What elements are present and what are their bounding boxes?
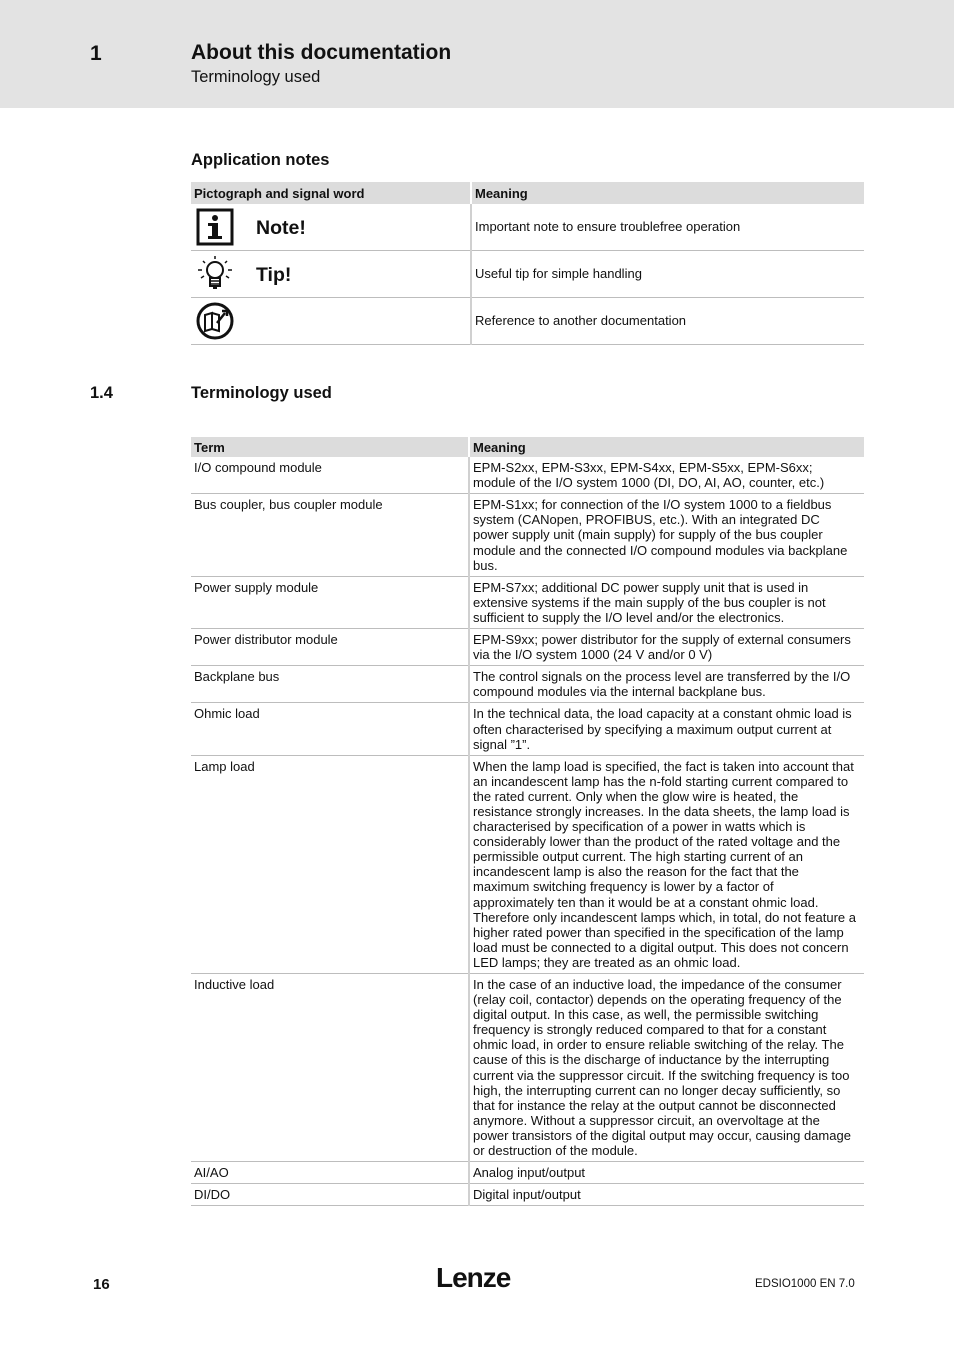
signal-word: Tip! bbox=[256, 264, 292, 287]
signal-word: Note! bbox=[256, 217, 306, 240]
meaning-cell: In the technical data, the load capacity at a constant ohmic load is often characterised by specifying a maximum output current at signal ”1”. bbox=[469, 703, 864, 755]
lightbulb-icon bbox=[193, 252, 237, 296]
table-row bbox=[191, 755, 864, 973]
info-icon bbox=[193, 205, 237, 249]
meaning-cell: Analog input/output bbox=[469, 1162, 864, 1184]
meaning-cell: Reference to another documentation bbox=[471, 298, 864, 345]
table-row bbox=[191, 494, 864, 576]
table-row bbox=[191, 204, 864, 251]
page-number: 16 bbox=[93, 1276, 110, 1293]
table-row bbox=[191, 457, 864, 494]
column-header-term: Term bbox=[191, 437, 469, 457]
meaning-cell: Important note to ensure troublefree operation bbox=[471, 204, 864, 251]
table-row bbox=[191, 251, 864, 298]
book-reference-icon bbox=[193, 299, 237, 343]
term-cell: Ohmic load bbox=[191, 703, 469, 755]
meaning-cell: In the case of an inductive load, the impedance of the consumer (relay coil, contactor) depends on the operating frequency of the digital output. In this case, as well, the permissible switching frequency is strongly reduced compared to that for a constant ohmic load, in order to ensure reliable switching of the relay. The cause of this is the discharge of inductance by the interrupting current via the suppressor circuit. If the switching frequency is too high, the interrupting current can no longer decay sufficiently, so that for instance the relay at the output cannot be disconnected anymore. Without a suppressor circuit, an overvoltage at the power transistors of the digital output may occur, causing damage or destruction of the module. bbox=[469, 974, 864, 1162]
lenze-logo: Lenze bbox=[436, 1262, 511, 1293]
meaning-cell: EPM-S9xx; power distributor for the supply of external consumers via the I/O system 1000 (24 V and/or 0 V) bbox=[469, 629, 864, 666]
pictograph-cell bbox=[191, 251, 471, 298]
term-cell: Inductive load bbox=[191, 974, 469, 1162]
table-row bbox=[191, 1184, 864, 1206]
section-number: 1.4 bbox=[90, 384, 113, 402]
table-header-row bbox=[191, 437, 864, 457]
table-row bbox=[191, 974, 864, 1162]
meaning-cell: EPM-S1xx; for connection of the I/O system 1000 to a fieldbus system (CANopen, PROFIBUS, etc.). With an integrated DC power supply unit (main supply) for supply of the bus coupler module and the connected I/O compound modules via backplane bus. bbox=[469, 494, 864, 576]
term-cell: I/O compound module bbox=[191, 457, 469, 494]
term-cell: Power distributor module bbox=[191, 629, 469, 666]
table-row bbox=[191, 666, 864, 703]
table-row bbox=[191, 703, 864, 755]
meaning-cell: Digital input/output bbox=[469, 1184, 864, 1206]
application-notes-heading: Application notes bbox=[191, 151, 330, 169]
table-row bbox=[191, 576, 864, 628]
meaning-cell: The control signals on the process level are transferred by the I/O compound modules via the internal backplane bus. bbox=[469, 666, 864, 703]
table-row bbox=[191, 629, 864, 666]
terminology-table bbox=[191, 437, 864, 1206]
chapter-number: 1 bbox=[90, 42, 102, 65]
chapter-title: About this documentation bbox=[191, 41, 452, 64]
header-band bbox=[0, 0, 954, 108]
pictograph-cell bbox=[191, 298, 471, 345]
column-header-meaning: Meaning bbox=[471, 182, 864, 204]
term-cell: DI/DO bbox=[191, 1184, 469, 1206]
term-cell: Backplane bus bbox=[191, 666, 469, 703]
meaning-cell: EPM-S7xx; additional DC power supply unit that is used in extensive systems if the main supply of the bus coupler is not sufficient to supply the I/O level and/or the electronics. bbox=[469, 576, 864, 628]
table-row bbox=[191, 298, 864, 345]
table-row bbox=[191, 1162, 864, 1184]
chapter-subtitle: Terminology used bbox=[191, 68, 321, 86]
column-header-meaning: Meaning bbox=[469, 437, 864, 457]
table-header-row bbox=[191, 182, 864, 204]
term-cell: Bus coupler, bus coupler module bbox=[191, 494, 469, 576]
application-notes-table bbox=[191, 182, 864, 345]
meaning-cell: EPM-S2xx, EPM-S3xx, EPM-S4xx, EPM-S5xx, EPM-S6xx; module of the I/O system 1000 (DI, DO, AI, AO, counter, etc.) bbox=[469, 457, 864, 494]
term-cell: Power supply module bbox=[191, 576, 469, 628]
section-title: Terminology used bbox=[191, 384, 332, 402]
meaning-cell: Useful tip for simple handling bbox=[471, 251, 864, 298]
column-header-pictograph: Pictograph and signal word bbox=[191, 182, 471, 204]
term-cell: Lamp load bbox=[191, 755, 469, 973]
term-cell: AI/AO bbox=[191, 1162, 469, 1184]
meaning-cell: When the lamp load is specified, the fact is taken into account that an incandescent lamp has the n-fold starting current compared to the rated current. Only when the glow wire is heated, the resistance strongly increases. In the data sheets, the lamp load is characterised by specification of a power in watts which is considerably lower than the product of the rated voltage and the permissible output current. The high starting current of an incandescent lamp is also the reason for the fact that the maximum switching frequency is lower by a factor of approximately ten than it would be at a constant ohmic load. Therefore only incandescent lamps which, in total, do not feature a higher rated power than specified in the specification of the lamp load must be connected to a digital output. This does not concern LED lamps; they are treated as an ohmic load. bbox=[469, 755, 864, 973]
pictograph-cell bbox=[191, 204, 471, 251]
document-code: EDSIO1000 EN 7.0 bbox=[755, 1278, 855, 1290]
